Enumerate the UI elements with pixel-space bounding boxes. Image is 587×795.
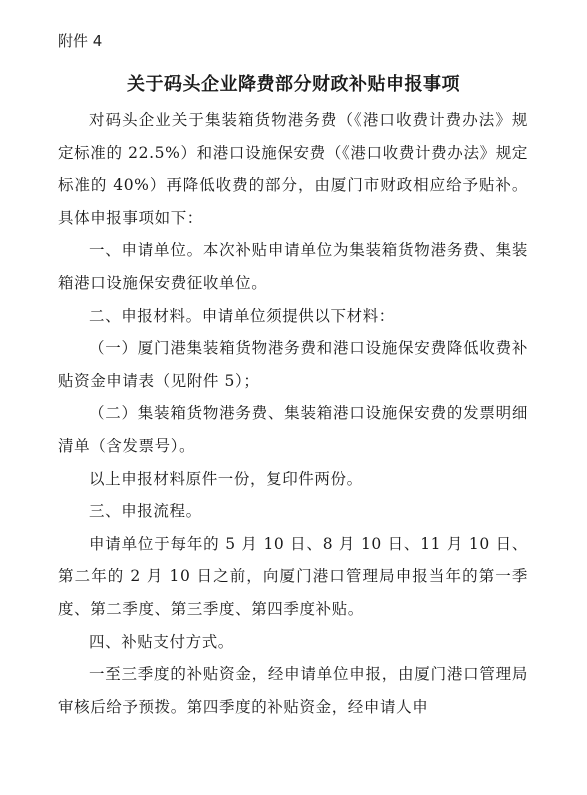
paragraph-section-1: 一、申请单位。本次补贴申请单位为集装箱货物港务费、集装箱港口设施保安费征收单位。: [58, 241, 528, 292]
paragraph-process: 申请单位于每年的 5 月 10 日、8 月 10 日、11 月 10 日、第二年的 2 月 10 日之前，向厦门港口管理局申报当年的第一季度、第二季度、第三季度、第四季度补贴。: [58, 534, 528, 618]
document-title: 关于码头企业降费部分财政补贴申报事项: [127, 74, 460, 95]
paragraph-section-4: 四、补贴支付方式。: [89, 632, 234, 651]
paragraph-item-2: （二）集装箱货物港务费、集装箱港口设施保安费的发票明细清单（含发票号）。: [58, 404, 528, 455]
paragraph-section-2: 二、申报材料。申请单位须提供以下材料：: [89, 306, 395, 325]
document-body: [58, 104, 528, 723]
paragraph-section-3: 三、申报流程。: [89, 502, 202, 521]
paragraph-item-1: （一）厦门港集装箱货物港务费和港口设施保安费降低收费补贴资金申请表（见附件 5）；: [58, 339, 528, 390]
attachment-label: 附件 4: [58, 32, 103, 50]
paragraph-payment: 一至三季度的补贴资金，经申请单位申报，由厦门港口管理局审核后给予预拨。第四季度的补贴资金，经申请人申: [58, 665, 528, 716]
paragraph-intro: 对码头企业关于集装箱货物港务费（《港口收费计费办法》规定标准的 22.5%）和港口设施保安费（《港口收费计费办法》规定标准的 40%）再降低收费的部分，由厦门市财政相应给予贴补。具体申报事项如下：: [58, 111, 528, 227]
paragraph-copies-note: 以上申报材料原件一份，复印件两份。: [89, 469, 363, 488]
